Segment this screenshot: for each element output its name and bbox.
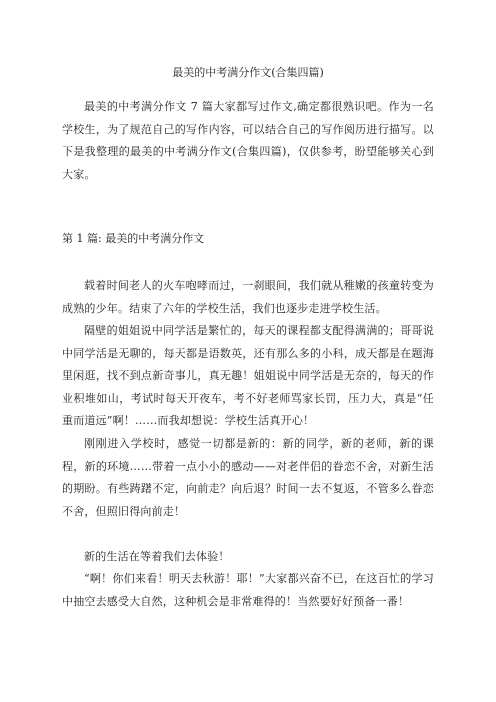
body-paragraph-5: “啊！你们来看！明天去秋游！耶！”大家都兴奋不已，在这百忙的学习中抽空去感受大自然，这种机会是非常难得的！当然要好好预备一番！ <box>62 572 434 608</box>
body-paragraph-1: 载着时间老人的火车咆哮而过，一刹眼间，我们就从稚嫩的孩童转变为成熟的少年。结束了六年的学校生活，我们也逐步走进学校生活。 <box>62 279 434 315</box>
section-heading: 第 1 篇: 最美的中考满分作文 <box>62 232 205 245</box>
intro-paragraph: 最美的中考满分作文 7 篇大家都写过作文,确定都很熟识吧。作为一名学校生，为了规范自己的写作内容，可以结合自己的写作阅历进行描写。以下是我整理的最美的中考满分作文(合集四篇)，仅供参考，盼望能够关心到大家。 <box>62 100 434 181</box>
body-paragraph-2: 隔壁的姐姐说中同学活是繁忙的，每天的课程都支配得满满的；哥哥说中同学活是无聊的，每天都是语数英，还有那么多的小科，成天都是在题海里闲逛，找不到点新奇事儿，真无趣！姐姐说中同学活是无奈的，每天的作业积堆如山，考试时每天开夜车，考不好老师骂家长罚，压力大，真是“任重而道远”啊！……而我却想说：学校生活真开心！ <box>62 324 434 428</box>
body-paragraph-3: 刚刚进入学校时，感觉一切都是新的：新的同学，新的老师，新的课程，新的环境……带着一点小小的感动——对老伴侣的眷恋不舍，对新生活的期盼。有些踌躇不定，向前走？向后退？时间一去不复返，不管多么眷恋不舍，但照旧得向前走！ <box>62 437 434 518</box>
body-paragraph-4: 新的生活在等着我们去体验！ <box>84 550 230 563</box>
document-title: 最美的中考满分作文(合集四篇) <box>172 66 324 79</box>
